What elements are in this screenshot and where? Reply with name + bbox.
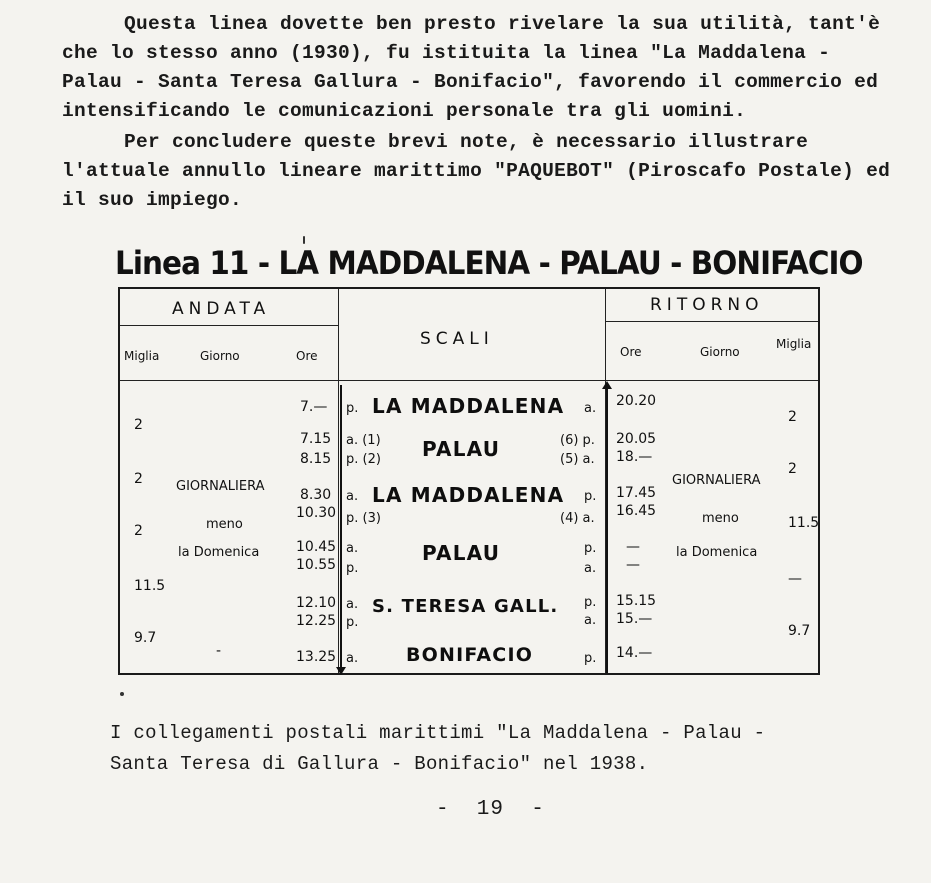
ritorno-ore-8: 15.15	[616, 593, 657, 609]
ritorno-giorno-2: meno	[702, 511, 739, 526]
ritorno-ore-4: 17.45	[616, 485, 657, 501]
ritorno-header: RITORNO	[650, 295, 764, 315]
ritorno-ore-header: Ore	[620, 345, 642, 359]
andata-ore-3: 8.15	[300, 451, 332, 467]
scali-mark-right-3: (5) a.	[560, 452, 595, 467]
scali-header: SCALI	[420, 329, 494, 349]
port-la-maddalena: LA MADDALENA	[372, 394, 565, 418]
andata-header: ANDATA	[172, 299, 271, 319]
ritorno-giorno-3: la Domenica	[676, 545, 758, 560]
scali-mark-left-8: a.	[346, 597, 359, 612]
scan-speck	[120, 692, 124, 696]
andata-ore-8: 12.10	[296, 595, 337, 611]
port-la-maddalena-return: LA MADDALENA	[372, 483, 565, 507]
ritorno-ore-10: 14.—	[616, 645, 653, 661]
scali-mark-right-5: (4) a.	[560, 511, 595, 526]
andata-giorno-3: la Domenica	[178, 545, 260, 560]
ritorno-direction-arrow	[606, 383, 608, 673]
caption-line-2: Santa Teresa di Gallura - Bonifacio" nel 1938.	[110, 753, 649, 775]
andata-miglia-5: 9.7	[134, 630, 157, 646]
scali-mark-left-5: p. (3)	[346, 511, 381, 526]
scali-mark-left-1: p.	[346, 401, 359, 416]
andata-ore-10: 13.25	[296, 649, 337, 665]
andata-giorno-2: meno	[206, 517, 243, 532]
andata-miglia-header: Miglia	[124, 349, 160, 363]
port-bonifacio: BONIFACIO	[406, 644, 534, 666]
andata-miglia-1: 2	[134, 417, 143, 433]
andata-ore-5: 10.30	[296, 505, 337, 521]
andata-ore-7: 10.55	[296, 557, 337, 573]
andata-miglia-4: 11.5	[134, 578, 166, 594]
ritorno-ore-3: 18.—	[616, 449, 653, 465]
scali-mark-right-6: p.	[584, 541, 597, 556]
scali-mark-left-10: a.	[346, 651, 359, 666]
header-divider	[120, 380, 818, 381]
caption-line-1: I collegamenti postali marittimi "La Maddalena - Palau -	[110, 722, 766, 744]
ritorno-miglia-2: 2	[788, 461, 797, 477]
intro-text	[62, 10, 892, 217]
andata-ore-6: 10.45	[296, 539, 337, 555]
scali-mark-right-2: (6) p.	[560, 433, 595, 448]
andata-miglia-3: 2	[134, 523, 143, 539]
scali-mark-left-6: a.	[346, 541, 359, 556]
port-palau-return: PALAU	[422, 541, 501, 565]
scali-mark-left-3: p. (2)	[346, 452, 381, 467]
page-number: - 19 -	[436, 798, 545, 821]
ritorno-miglia-1: 2	[788, 409, 797, 425]
timetable	[118, 287, 820, 675]
timetable-title: Linea 11 - LA MADDALENA - PALAU - BONIFACIO	[115, 244, 863, 282]
scan-speck	[303, 236, 305, 244]
ritorno-miglia-4: —	[788, 571, 802, 587]
andata-subdivider	[120, 325, 338, 326]
ritorno-subdivider	[605, 321, 818, 322]
ritorno-ore-7: —	[626, 557, 640, 573]
scali-mark-left-7: p.	[346, 561, 359, 576]
ritorno-ore-1: 20.20	[616, 393, 657, 409]
scali-mark-right-9: a.	[584, 613, 597, 628]
scali-mark-right-8: p.	[584, 595, 597, 610]
ritorno-miglia-header: Miglia	[776, 337, 812, 351]
ritorno-giorno-1: GIORNALIERA	[672, 473, 761, 488]
port-santa-teresa: S. TERESA GALL.	[372, 596, 559, 617]
andata-ore-4: 8.30	[300, 487, 332, 503]
ritorno-ore-2: 20.05	[616, 431, 657, 447]
scali-mark-right-1: a.	[584, 401, 597, 416]
andata-miglia-2: 2	[134, 471, 143, 487]
port-palau: PALAU	[422, 437, 501, 461]
scali-mark-left-9: p.	[346, 615, 359, 630]
intro-paragraph-2: Per concludere queste brevi note, è necessario illustrare l'attuale annullo lineare marittimo "PAQUEBOT" (Piroscafo Postale) ed il suo impiego.	[62, 131, 891, 211]
ritorno-ore-9: 15.—	[616, 611, 653, 627]
scali-mark-right-4: p.	[584, 489, 597, 504]
andata-ore-9: 12.25	[296, 613, 337, 629]
ritorno-miglia-5: 9.7	[788, 623, 811, 639]
ritorno-miglia-3: 11.5	[788, 515, 820, 531]
andata-direction-arrow	[340, 385, 342, 673]
ritorno-ore-5: 16.45	[616, 503, 657, 519]
divider-andata-scali	[338, 289, 339, 673]
andata-giorno-header: Giorno	[200, 349, 240, 363]
intro-paragraph-1: Questa linea dovette ben presto rivelare la sua utilità, tant'è che lo stesso anno (1930), fu istituita la linea "La Maddalena - Palau - Santa Teresa Gallura - Bonifacio", favorendo il commercio ed intensificando le comunicazioni personale tra gli uomini.	[62, 13, 881, 122]
ritorno-giorno-header: Giorno	[700, 345, 740, 359]
andata-ore-2: 7.15	[300, 431, 332, 447]
figure-caption	[110, 718, 870, 780]
dash-mark: -	[216, 643, 222, 659]
scali-mark-right-7: a.	[584, 561, 597, 576]
ritorno-ore-6: —	[626, 539, 640, 555]
andata-ore-1: 7.—	[300, 399, 328, 415]
scali-mark-left-4: a.	[346, 489, 359, 504]
scali-mark-left-2: a. (1)	[346, 433, 381, 448]
andata-ore-header: Ore	[296, 349, 318, 363]
scali-mark-right-10: p.	[584, 651, 597, 666]
andata-giorno-1: GIORNALIERA	[176, 479, 265, 494]
